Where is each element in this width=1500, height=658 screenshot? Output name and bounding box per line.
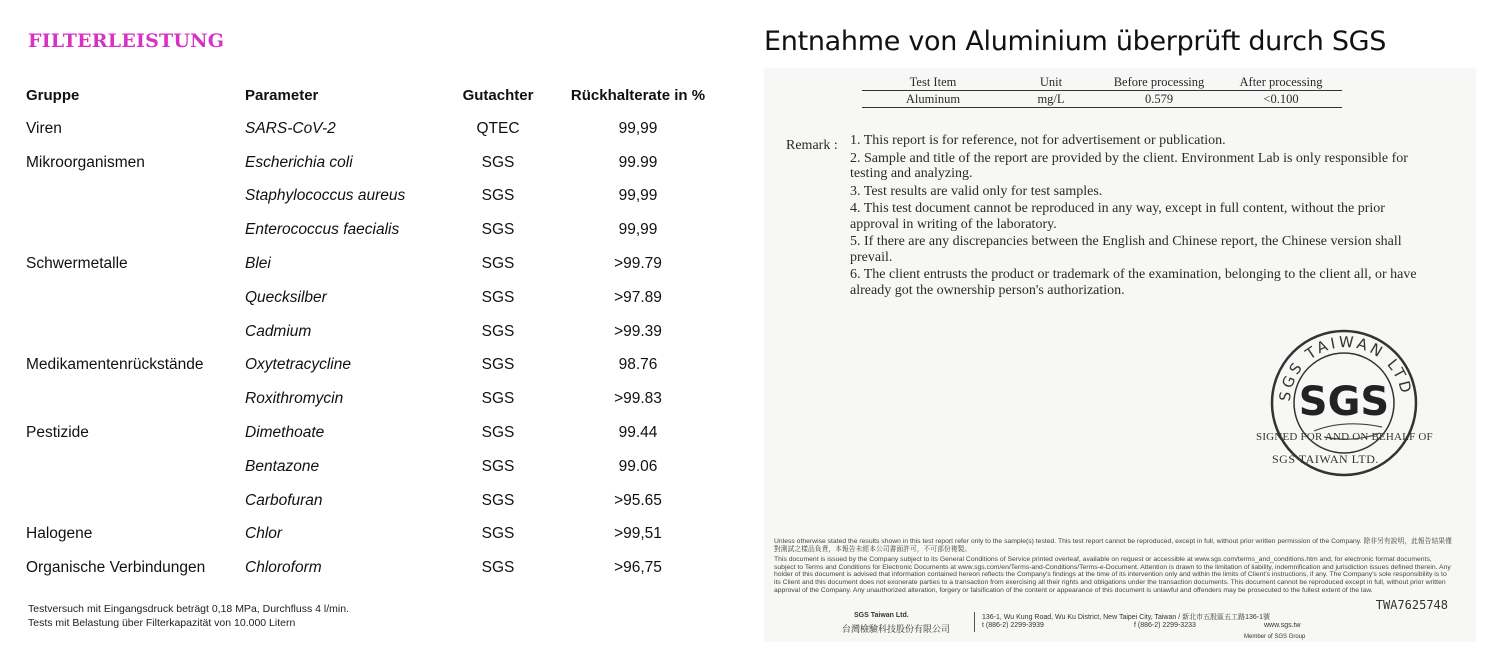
- rate-cell: >96,75: [614, 559, 662, 577]
- group-cell: Halogene: [26, 525, 93, 543]
- filter-performance-table: [26, 78, 716, 585]
- remark-item: 5. If there are any discrepancies between the English and Chinese report, the Chinese version shall prevail.: [850, 234, 1402, 265]
- group-cell: [26, 484, 245, 518]
- assessor-cell: SGS: [481, 424, 515, 442]
- footnote-line-2: Tests mit Belastung über Filterkapazität von 10.000 Litern: [28, 617, 296, 629]
- remark-label: Remark :: [786, 138, 838, 153]
- group-cell: Viren: [26, 119, 62, 137]
- stamp-ring-text: SGS TAIWAN LTD: [1275, 332, 1416, 403]
- table-row: [26, 213, 716, 247]
- rate-cell: 99,99: [618, 221, 658, 239]
- filter-performance-title: FILTERLEISTUNG: [28, 30, 225, 52]
- parameter-cell: Cadmium: [245, 322, 312, 340]
- table-row: [26, 484, 716, 518]
- footer-divider: [974, 612, 975, 632]
- assessor-cell: SGS: [481, 457, 515, 475]
- header-assessor: Gutachter: [462, 86, 534, 104]
- after-cell: <0.100: [1263, 91, 1299, 106]
- table-header-row: [26, 78, 716, 112]
- unit-cell: mg/L: [1037, 91, 1065, 106]
- parameter-cell: Oxytetracycline: [245, 356, 351, 374]
- parameter-cell: SARS-CoV-2: [245, 119, 336, 137]
- table-row: [26, 180, 716, 214]
- footnote-line-1: Testversuch mit Eingangsdruck beträgt 0,18 MPa, Durchfluss 4 l/min.: [28, 603, 349, 615]
- assessor-cell: SGS: [481, 559, 515, 577]
- rate-cell: >99.39: [614, 322, 662, 340]
- mini-table-header: [862, 74, 1342, 91]
- stamp-name-text: SGS TAIWAN LTD.: [1272, 452, 1379, 466]
- assessor-cell: SGS: [481, 221, 515, 239]
- assessor-cell: SGS: [481, 255, 515, 273]
- table-row: [26, 450, 716, 484]
- fine-print: [774, 538, 1454, 597]
- group-cell: Mikroorganismen: [26, 153, 145, 171]
- header-test-item: Test Item: [909, 74, 957, 89]
- group-cell: [26, 213, 245, 247]
- table-row: [26, 349, 716, 383]
- table-row: [26, 382, 716, 416]
- assessor-cell: SGS: [481, 491, 515, 509]
- aluminum-result-table: [862, 74, 1342, 108]
- parameter-cell: Carbofuran: [245, 491, 323, 509]
- table-row: [26, 146, 716, 180]
- table-row: [26, 315, 716, 349]
- filter-performance-panel: [0, 0, 740, 658]
- rate-cell: >97.89: [614, 288, 662, 306]
- assessor-cell: SGS: [481, 153, 515, 171]
- remark-item: 6. The client entrusts the product or trademark of the examination, belonging to the client all, or have already got the ownership person's authorization.: [850, 267, 1417, 298]
- assessor-cell: SGS: [481, 288, 515, 306]
- rate-cell: 99.99: [618, 153, 658, 171]
- fine-print-paragraph: Unless otherwise stated the results shown in this test report refer only to the sample(s) tested. This test report cannot be reproduced, except in full, without prior written permission of the Company. 除非另有說明，此報告結果僅對測試之樣品負責，本報告未經本公司書面許可，不可部份複製。: [774, 538, 1452, 553]
- aluminium-removal-title: Entnahme von Aluminium überprüft durch SGS: [764, 26, 1387, 57]
- group-cell: [26, 382, 245, 416]
- remark-item: 3. Test results are valid only for test samples.: [850, 183, 1103, 199]
- parameter-cell: Escherichia coli: [245, 153, 353, 171]
- table-row: [26, 281, 716, 315]
- test-item-cell: Aluminum: [905, 91, 961, 106]
- test-conditions-footnote: [28, 602, 349, 630]
- parameter-cell: Roxithromycin: [245, 390, 344, 408]
- parameter-cell: Staphylococcus aureus: [245, 187, 406, 205]
- header-unit: Unit: [1039, 74, 1063, 89]
- sgs-report-scan: [764, 68, 1476, 642]
- header-parameter: Parameter: [245, 86, 319, 104]
- rate-cell: 99.06: [618, 457, 658, 475]
- company-fax: f (886-2) 2299-3233: [1134, 622, 1196, 629]
- before-cell: 0.579: [1144, 91, 1174, 106]
- group-membership: Member of SGS Group: [1244, 634, 1306, 640]
- table-row: [26, 112, 716, 146]
- fine-print-paragraph: This document is issued by the Company subject to its General Conditions of Service printed overleaf, available on request or accessible at www.sgs.com/terms_and_conditions.htm and, for electronic format documents, subject to Terms and Conditions for Electronic Documents at www.sgs.com/en/Terms-and-Conditions/Terms-e-Document. Attention is drawn to the limitation of liability, indemnification and jurisdiction issues defined therein. Any holder of this document is advised that information contained hereon reflects the Company's findings at the time of its intervention only and within the limits of Client's instructions, if any. The Company's sole responsibility is to its Client and this document does not exonerate parties to a transaction from exercising all their rights and obligations under the transaction documents. This document cannot be reproduced except in full, without prior written approval of the Company. Any unauthorized alteration, forgery or falsification of the content or appearance of this document is unlawful and offenders may be prosecuted to the fullest extent of the law.: [774, 556, 1451, 594]
- stamp-logo-text: SGS: [1298, 379, 1390, 425]
- parameter-cell: Bentazone: [245, 457, 320, 475]
- rate-cell: >99,51: [614, 525, 662, 543]
- parameter-cell: Chloroform: [245, 559, 322, 577]
- company-name-chinese: 台灣檢驗科技股份有限公司: [842, 624, 951, 634]
- table-row: [862, 91, 1342, 108]
- assessor-cell: SGS: [481, 356, 515, 374]
- header-before: Before processing: [1113, 74, 1205, 89]
- group-cell: Pestizide: [26, 424, 89, 442]
- remarks-list: [850, 133, 1430, 300]
- table-row: [26, 247, 716, 281]
- rate-cell: >99.79: [614, 255, 662, 273]
- rate-cell: >95.65: [614, 491, 662, 509]
- group-cell: [26, 180, 245, 214]
- rate-cell: 99,99: [618, 119, 658, 137]
- parameter-cell: Quecksilber: [245, 288, 327, 306]
- assessor-cell: SGS: [481, 187, 515, 205]
- header-group: Gruppe: [26, 86, 80, 104]
- group-cell: Organische Verbindungen: [26, 559, 206, 577]
- stamp-signed-text: SIGNED FOR AND ON BEHALF OF: [1256, 431, 1433, 443]
- group-cell: Medikamentenrückstände: [26, 356, 204, 374]
- table-row: [26, 518, 716, 552]
- header-retention-rate: Rückhalterate in %: [570, 86, 706, 104]
- remark-item: 1. This report is for reference, not for advertisement or publication.: [850, 133, 1226, 148]
- rate-cell: 99.44: [618, 424, 658, 442]
- parameter-cell: Chlor: [245, 525, 283, 543]
- group-cell: [26, 315, 245, 349]
- remark-item: 4. This test document cannot be reproduced in any way, except in full content, without the prior approval in writing of the laboratory.: [850, 201, 1385, 232]
- rate-cell: 99,99: [618, 187, 658, 205]
- report-number: TWA7625748: [1375, 598, 1448, 612]
- rate-cell: 98.76: [618, 356, 658, 374]
- parameter-cell: Enterococcus faecialis: [245, 221, 400, 239]
- parameter-cell: Blei: [245, 255, 271, 273]
- remark-item: 2. Sample and title of the report are provided by the client. Environment Lab is only responsible for testing and analyzing.: [850, 150, 1408, 181]
- company-phone: t (886-2) 2299-3939: [982, 622, 1044, 629]
- assessor-cell: QTEC: [476, 119, 520, 137]
- company-website: www.sgs.tw: [1264, 622, 1301, 629]
- table-row: [26, 416, 716, 450]
- header-after: After processing: [1239, 74, 1323, 89]
- rate-cell: >99.83: [614, 390, 662, 408]
- company-address: 136-1, Wu Kung Road, Wu Ku District, New Taipei City, Taiwan / 新北市五股區五工路136-1號: [982, 614, 1271, 621]
- group-cell: Schwermetalle: [26, 255, 128, 273]
- parameter-cell: Dimethoate: [245, 424, 325, 442]
- table-row: [26, 551, 716, 585]
- group-cell: [26, 450, 245, 484]
- assessor-cell: SGS: [481, 525, 515, 543]
- assessor-cell: SGS: [481, 322, 515, 340]
- assessor-cell: SGS: [481, 390, 515, 408]
- company-name: SGS Taiwan Ltd.: [854, 612, 909, 619]
- group-cell: [26, 281, 245, 315]
